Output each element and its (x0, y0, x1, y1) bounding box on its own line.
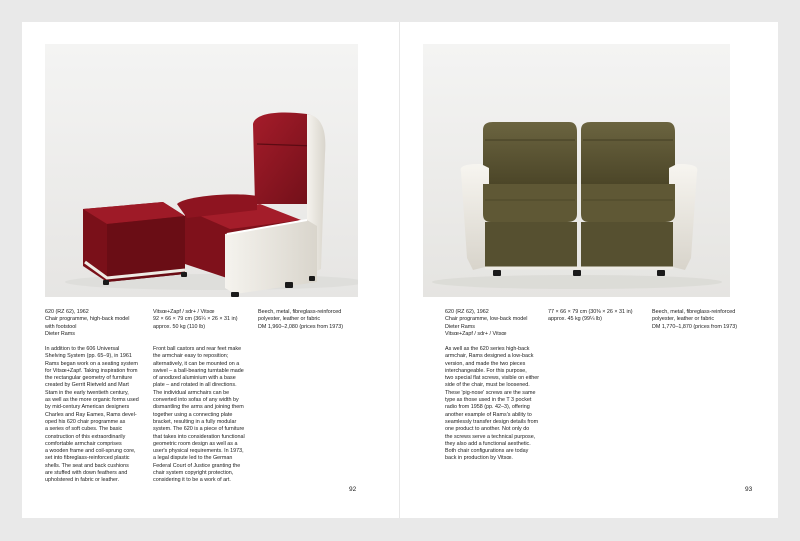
body-line: created by Gerrit Rietveld and Mart (45, 382, 129, 389)
body-line: another example of Rams's ability to (445, 411, 532, 418)
body-line: that takes into consideration functional (153, 433, 245, 440)
caption-line: approx. 50 kg (110 lb) (153, 323, 206, 330)
body-line: The individual armchairs can be (153, 389, 230, 396)
body-line: bracket, resulting in a fully modular (153, 418, 237, 425)
caption-line: DM 1,770–1,870 (prices from 1973) (652, 323, 738, 330)
body-line: the rectangular geometry of furniture (45, 375, 133, 382)
body-line: geometric room design as well as a (153, 440, 238, 447)
left-page (22, 22, 400, 518)
caption-line: approx. 45 kg (99¼ lb) (548, 316, 602, 323)
body-line: the armchair easy to reposition; (153, 353, 229, 360)
body-line: side of the chair, must be loosened. (445, 382, 530, 389)
caption-line: polyester, leather or fabric (652, 316, 715, 323)
body-line: user's physical requirements. In 1973, (153, 448, 244, 455)
body-line: back in production by Vitsœ. (445, 455, 513, 462)
body-line: upholstered in fabric or leather. (45, 477, 120, 484)
body-text-col-2 (153, 346, 261, 485)
body-line: swivel – a ball-bearing turntable made (153, 367, 244, 374)
body-line: are stuffed with down feathers and (45, 470, 128, 477)
body-line: together using a connecting plate (153, 411, 233, 418)
caption-line: polyester, leather or fabric (258, 316, 321, 323)
body-line: system. The 620 is a piece of furniture (153, 426, 245, 433)
body-line: version, and made the two pieces (445, 360, 526, 367)
body-line: as well as the more organic forms used (45, 397, 139, 404)
page-number: 92 (349, 486, 357, 493)
caption-line: 77 × 66 × 79 cm (30⅜ × 26 × 31 in) (548, 309, 633, 315)
caption-line: 92 × 66 × 79 cm (36¼ × 26 × 31 in) (153, 316, 238, 323)
body-line: armchair, Rams designed a low-back (445, 353, 534, 360)
body-line: set into fibreglass-reinforced plastic (45, 455, 130, 462)
body-line: a legal dispute led to the German (153, 455, 233, 462)
body-line: a wooden frame and coil-sprung core, (45, 448, 136, 455)
body-line: Federal Court of Justice granting the (153, 462, 241, 469)
body-line: dismantling the arms and joining them (153, 404, 244, 411)
body-line: As well as the 620 series high-back (445, 346, 530, 352)
caption-line: Beech, metal, fibreglass-reinforced (652, 309, 736, 315)
caption-line: Beech, metal, fibreglass-reinforced (258, 309, 342, 315)
body-line: Charles and Ray Eames, Rams devel- (45, 411, 137, 418)
caption-line: Vitsœ+Zapf / sdr+ / Vitsœ (153, 309, 215, 315)
page-number: 93 (745, 486, 753, 493)
body-line: In addition to the 606 Universal (45, 346, 120, 352)
caption-col-1 (45, 309, 145, 338)
body-line: seamlessly transfer design details from (445, 418, 539, 425)
body-line: they also add a functional aesthetic. (445, 440, 531, 447)
caption-line: Vitsœ+Zapf / sdr+ / Vitsœ (445, 330, 507, 337)
caption-col-2 (548, 309, 648, 324)
caption-line: 620 (RZ 62), 1962 (45, 309, 89, 315)
caption-line: Chair programme, low-back model (445, 316, 528, 323)
caption-line: DM 1,960–2,080 (prices from 1973) (258, 323, 344, 330)
caption-line: Dieter Rams (45, 330, 75, 337)
body-line: a series of soft cubes. The basic (45, 426, 123, 433)
caption-col-2 (153, 309, 253, 331)
right-page (400, 22, 778, 518)
body-line: radio from 1958 (pp. 42–3), offering (445, 404, 530, 411)
caption-col-3 (258, 309, 368, 331)
body-text-col-1 (445, 346, 551, 463)
low-back-sofa-illustration (423, 44, 730, 297)
body-line: plate – and rotated in all directions. (153, 382, 237, 389)
body-line: Rams began work on a seating system (45, 360, 138, 367)
caption-line: Chair programme, high-back model (45, 316, 130, 323)
low-back-sofa-photo (423, 44, 730, 297)
high-back-chair-illustration (45, 44, 358, 297)
body-line: Front ball castors and rear feet make (153, 346, 242, 352)
high-back-chair-photo (45, 44, 358, 297)
footstool (83, 202, 187, 285)
caption-col-3 (652, 309, 762, 331)
body-line: the screws serve a technical purpose, (445, 433, 536, 440)
body-line: type as those used in the T 3 pocket (445, 397, 532, 404)
body-line: Shelving System (pp. 65–9), in 1961 (45, 353, 132, 360)
body-line: considering it to be a work of art. (153, 477, 231, 484)
body-line: alternatively, it can be mounted on a (153, 360, 240, 367)
body-line: Stam in the early twentieth century, (45, 389, 129, 396)
body-line: of anodized aluminium with a base (153, 375, 236, 382)
body-line: two special flat screws, visible on either (445, 375, 540, 382)
body-line: comfortable armchair comprises (45, 440, 122, 447)
caption-line: Dieter Rams (445, 323, 475, 330)
body-line: by mid-century American designers (45, 404, 130, 411)
body-line: Both chair configurations are today (445, 448, 529, 455)
body-text-col-1 (45, 346, 149, 485)
body-line: These 'pig-nose' screws are the same (445, 389, 536, 396)
body-line: interchangeable. For this purpose, (445, 367, 527, 374)
body-line: converted into sofas of any width by (153, 397, 239, 404)
caption-col-1 (445, 309, 545, 338)
body-line: for Vitsœ+Zapf. Taking inspiration from (45, 367, 138, 374)
body-line: chair system copyright protection, (153, 470, 234, 477)
body-line: shells. The seat and back cushions (45, 462, 129, 469)
caption-line: 620 (RZ 62), 1962 (445, 309, 489, 315)
body-line: oped his 620 chair programme as (45, 418, 126, 425)
body-line: construction of this extraordinarily (45, 433, 126, 440)
body-line: one product to another. Not only do (445, 426, 530, 433)
caption-line: with footstool (45, 323, 77, 330)
